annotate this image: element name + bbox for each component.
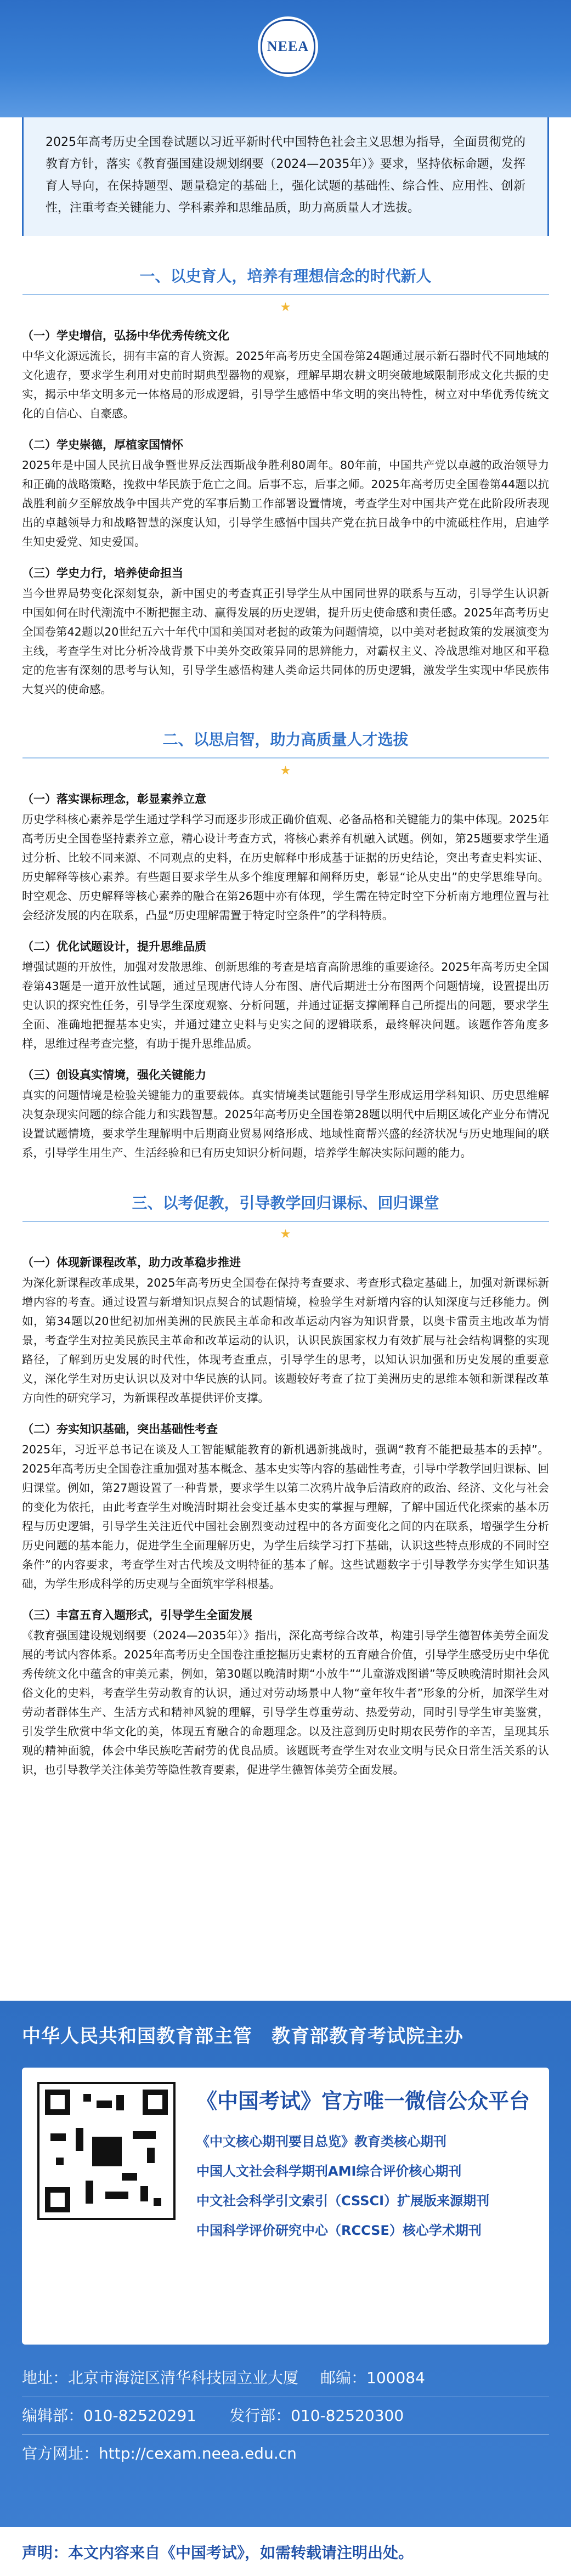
qr-module [105,2192,128,2199]
logo-text: NEEA [267,38,309,54]
block-text: 2025年，习近平总书记在谈及人工智能赋能教育的新机遇新挑战时，强调“教育不能把最基本的丢掉”。2025年高考历史全国卷注重加强对基本概念、基本史实等内容的基础性考查，引导中学教学回归课标、回归课堂。例如，第27题设置了一种背景，要求学生以第二次鸦片战争后清政府的政治、经济、文化与社会的变化为依托，由此考查学生对晚清时期社会变迁基本史实的掌握与理解，了解中国近代化探索的基本历程与历史逻辑，引导学生关注近代中国社会剧烈变动过程中的各方面变化之间的内在联系，增强学生分析历史问题的基本能力，促进学生全面理解历史，为学生后续学习打下基础，认识这些特点形成的不同时空条件”的内容要求，考查学生对古代埃及文明特征的基本了解。这些试题数字于引导教学夯实学生知识基础，为学生形成科学的历史观与全面筑牢学科根基。 [22,1443,549,1590]
block-subtitle: （三）丰富五育入题形式，引导学生全面发展 [22,1609,252,1622]
qr-module [154,2198,161,2206]
qr-module [56,2158,64,2165]
platform-title: 《中国考试》官方唯一微信公众平台 [196,2090,530,2113]
content-block [22,937,549,1054]
website-label: 官方网址： [22,2444,99,2462]
qr-module [116,2095,124,2110]
block-text: 当今世界局势变化深刻复杂，新中国史的考查真正引导学生从中国同世界的联系与互动，引导学生认识新中国如何在时代潮流中不断把握主动、赢得发展的历史逻辑，提升历史使命感和责任感。2025年高考历史全国卷第42题以20世纪五六十年代中国和美国对老挝的政策为问题情境，以中美对老挝政策的发展演变为主线，考查学生对比分析冷战背景下中美外交政策异同的思辨能力，对霸权主义、冷战思维对地区和平稳定的危害有深刻的思考与认知，引导学生感悟构建人类命运共同体的历史逻辑，激发学生实现中华民族伟大复兴的使命感。 [22,587,549,696]
block-subtitle: （一）体现新课程改革，助力改革稳步推进 [22,1256,241,1269]
content-block [22,790,549,925]
qr-module [97,2101,112,2108]
wechat-card [22,2068,549,2345]
block-text: 增强试题的开放性，加强对发散思维、创新思维的考查是培育高阶思维的重要途径。2025年高考历史全国卷第43题是一道开放性试题，通过呈现唐代诗人分布图、唐代后期进士分布图两个问题情境，设置提出历史认识的探究性任务，引导学生深度观察、分析问题，并通过证据支撑阐释自己所提出的问题，要求学生全面、准确地把握基本史实，并通过建立史料与史实之间的逻辑联系，最终解决问题。该题作答角度多样，思维过程考查完整，有助于提升思维品质。 [22,960,549,1050]
content-block [22,435,549,552]
content-block [22,1253,549,1408]
block-subtitle: （一）落实课标理念，彰显素养立意 [22,792,206,806]
content-block [22,1606,549,1780]
block-subtitle: （二）学史崇德，厚植家国情怀 [22,438,183,451]
star-icon: ★ [280,301,291,314]
hero-banner [0,0,571,117]
website-link[interactable]: http://cexam.neea.edu.cn [99,2444,297,2462]
content-block [22,1066,549,1163]
star-icon: ★ [280,1227,291,1241]
dist-phone-value: 010-82520300 [291,2407,404,2425]
credential-line: 中文社会科学引文索引（CSSCI）扩展版来源期刊 [196,2193,490,2209]
edit-phone-label: 编辑部： [22,2407,84,2425]
qr-module [133,2131,156,2139]
block-subtitle: （二）夯实知识基础，突出基础性考查 [22,1423,218,1436]
address-value: 北京市海淀区清华科技园立业大厦 [68,2369,299,2387]
phone-row [22,2401,549,2431]
intro-paragraph: 2025年高考历史全国卷试题以习近平新时代中国特色社会主义思想为指导，全面贯彻党的教育方针，落实《教育强国建设规划纲要（2024—2035年）》要求，坚持依标命题，发挥育人导向，在保持题型、题量稳定的基础上，强化试题的基础性、综合性、应用性、创新性，注重考查关键能力、学科素养和思维品质，助力高质量人才选拔。 [22,117,549,236]
neea-logo [258,16,318,77]
address-label: 地址： [22,2369,69,2387]
section-1 [0,264,571,699]
content-block [22,1420,549,1594]
website-row [22,2438,549,2469]
qr-module [50,2133,66,2141]
block-subtitle: （三）学史力行，培养使命担当 [22,567,183,580]
block-text: 真实的问题情境是检验关键能力的重要载体。真实情境类试题能引导学生形成运用学科知识、历史思维解决复杂现实问题的综合能力和实践智慧。2025年高考历史全国卷第28题以明代中后期区域化产业分布情况设置试题情境，要求学生理解明中后期商业贸易网络形成、地域性商帮兴盛的经济状况与历史地理间的联系，引导学生用生产、生活经验和已有历史知识分析问题，培养学生解决实际问题的能力。 [22,1089,549,1159]
block-text: 2025年是中国人民抗日战争暨世界反法西斯战争胜利80周年。80年前，中国共产党以卓越的政治领导力和正确的战略策略，挽救中华民族于危亡之间。后事不忘，后事之师。2025年高考历史全国卷第44题以抗战胜利前夕至解放战争中国共产党的军事后勤工作部署设置情境，考查学生对中国共产党在此阶段所表现出的卓越领导力和战略智慧的深度认知，引导学生感悟中国共产党在抗日战争中的中流砥柱作用，启迪学生知史爱党、知史爱国。 [22,458,549,548]
credential-line: 中国科学评价研究中心（RCCSE）核心学术期刊 [196,2223,482,2238]
qr-module [86,2181,93,2204]
section-title: 二、以思启智，助力高质量人才选拔 [162,731,409,749]
edit-phone-value: 010-82520291 [83,2407,197,2425]
block-text: 历史学科核心素养是学生通过学科学习而逐步形成正确价值观、必备品格和关键能力的集中体现。2025年高考历史全国卷坚持素养立意，精心设计考查方式，将核心素养有机融入试题。例如，第25题要求学生通过分析、比较不同来源、不同观点的史料，在历史解释中形成基于证据的历史结论，突出考查史料实证、历史解释等核心素养。有些题目要求学生从多个维度理解和阐释历史，彰显“论从史出”的史学思维导向。时空观念、历史解释等核心素养的融合在第26题中亦有体现，学生需在特定时空下分析南方地理位置与社会经济发展的内在联系，凸显“历史理解需置于特定时空条件”的学科特质。 [22,813,549,922]
logo-ring [261,19,315,74]
section-divider [22,757,549,758]
section-title: 一、以史育人，培养有理想信念的时代新人 [139,267,432,285]
footer [0,2001,571,2576]
qr-corner [143,2090,168,2115]
block-text: 中华文化源远流长，拥有丰富的育人资源。2025年高考历史全国卷第24题通过展示新石器时代不同地域的文化遗存，要求学生利用对史前时期典型器物的观察，理解早期农耕文明突破地域限制形成文化共振的史实，揭示中华文明多元一体格局的形成逻辑，引导学生感悟中华文明的突出特性，树立对中华优秀传统文化的自信心、自豪感。 [22,349,549,420]
content-block [22,564,549,699]
postcode-value: 100084 [366,2369,425,2387]
section-3 [0,1191,571,1780]
copyright-note: 声明：本文内容来自《中国考试》，如需转载请注明出处。 [0,2527,571,2576]
dist-phone-label: 发行部： [229,2407,291,2425]
qr-code[interactable] [37,2082,176,2220]
postcode-label: 邮编： [320,2369,367,2387]
qr-module [76,2128,83,2151]
journal-credentials [196,2127,536,2245]
content-block [22,326,549,423]
qr-corner [45,2187,70,2212]
block-subtitle: （三）创设真实情境，强化关键能力 [22,1068,206,1082]
qr-module [122,2173,137,2181]
footer-header: 中华人民共和国教育部主管 教育部教育考试院主办 [22,2025,463,2047]
star-icon: ★ [280,764,291,778]
qr-module [92,2137,122,2166]
section-divider [22,1221,549,1222]
credential-line: 《中文核心期刊要目总览》教育类核心期刊 [196,2134,446,2149]
contact-info [22,2363,549,2469]
address-row [22,2363,549,2393]
block-text: 《教育强国建设规划纲要（2024—2035年）》指出，深化高考综合改革，构建引导学生德智体美劳全面发展的考试内容体系。2025年高考历史全国卷注重挖掘历史素材的五育融合价值，引导学生感受历史中华优秀传统文化中蕴含的审美元素，例如，第30题以晚清时期“小放牛”“儿童游戏图谱”等反映晚清时期社会风俗文化的史料，考查学生劳动教育的认识，通过对劳动场景中人物“童年牧牛者”形象的分析，加深学生对劳动者群体生产、生活方式和精神风貌的理解，引导学生尊重劳动、热爱劳动，同时引导学生审美鉴赏，引发学生欣赏中华文化的美，体现五育融合的命题理念。以及注意到历史时期农民劳作的辛苦，呈现其乐观的精神面貌，体会中华民族吃苦耐劳的优良品质。该题既考查学生对农业文明与民众日常生活关系的认识，也引导教学关注体美劳等隐性教育要素，促进学生德智体美劳全面发展。 [22,1629,549,1776]
qr-module [147,2148,155,2163]
block-text: 为深化新课程改革成果，2025年高考历史全国卷在保持考查要求、考查形式稳定基础上，加强对新课标新增内容的考查。通过设置与新增知识点契合的试题情境，检验学生对新增内容的认知深度与迁移能力。例如，第34题以20世纪初加州美洲的民族民主革命和改革运动内容为知识背景，以奥卡雷贡主地改革为情景，考查学生对拉美民族民主革命和改革运动的认识，认识民族国家权力有效扩展与社会结构调整的实现路径，了解到历史发展的时代性，体现考查重点，引导学生的思考，以知认识加强和历史发展的重要意义，深化学生对历史认识以及对中华民族的认同。该题较好考查了拉丁美洲历史的思维本领和新课程改革方向性的研究学习，为新课程改革提供评价支撑。 [22,1276,549,1405]
block-subtitle: （二）优化试题设计，提升思维品质 [22,940,206,953]
section-divider [22,294,549,295]
qr-corner [45,2090,70,2115]
section-2 [0,728,571,1163]
qr-module [140,2186,148,2201]
credential-line: 中国人文社会科学期刊AMI综合评价核心期刊 [196,2164,462,2179]
section-title: 三、以考促教，引导教学回归课标、回归课堂 [132,1194,439,1212]
block-subtitle: （一）学史增信，弘扬中华优秀传统文化 [22,329,229,342]
qr-module [83,2094,91,2102]
